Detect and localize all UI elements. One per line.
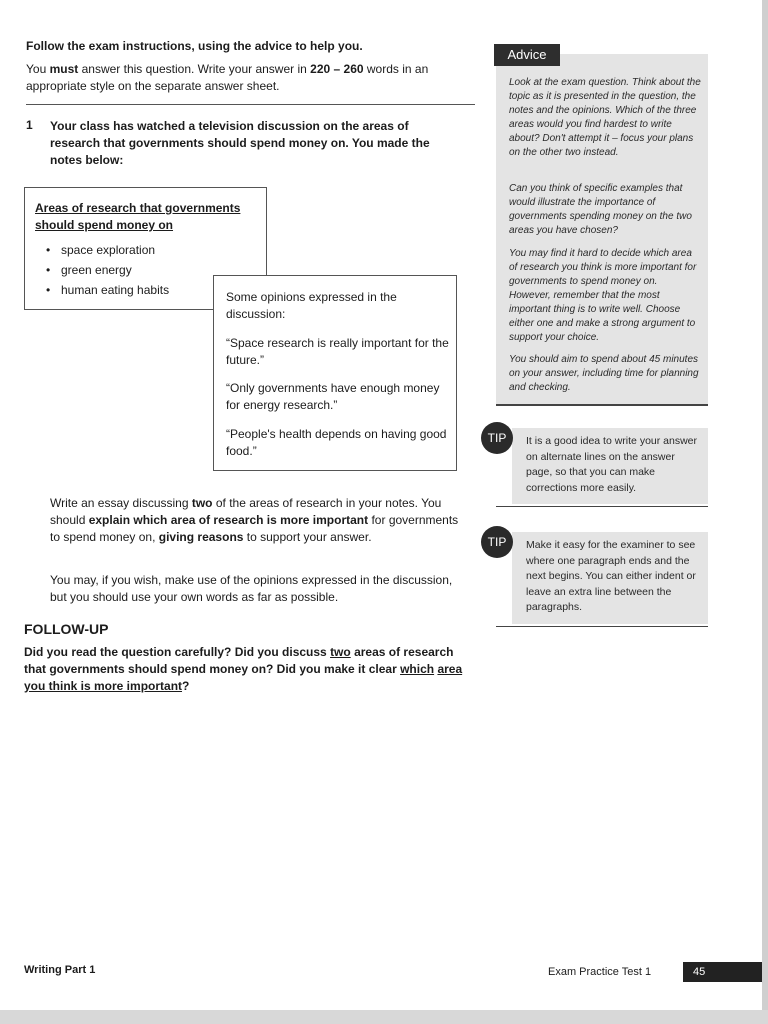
question-text: Your class has watched a television discussion on the areas of research that governments should spend money on. You made the notes below: [50, 119, 430, 167]
tip-badge: TIP [481, 422, 513, 454]
follow-up-part: areas of research that governments should spend money on? Did you make it clear [24, 645, 454, 676]
follow-up-underline: area you think is more important [24, 662, 463, 693]
task-emphasis: giving reasons [158, 530, 244, 544]
tip-panel [512, 532, 708, 624]
tip-badge: TIP [481, 526, 513, 558]
advice-paragraph: Can you think of specific examples that would illustrate the importance of governments spending money on the two areas you have chosen? [509, 183, 692, 236]
task-text-part: Write an essay discussing [50, 496, 192, 510]
task-text-part: for governments to spend money on, [50, 513, 459, 544]
divider [496, 626, 708, 627]
advice-panel [496, 54, 708, 404]
advice-paragraph: You may find it hard to decide which area of research you think is more important for governments to spend money on. However, remember that the most important thing is to write well. Choose either one and make a strong argument to support your choice. [509, 248, 697, 343]
task-emphasis: explain which area of research is more important [88, 513, 369, 527]
follow-up-underline: which [400, 662, 435, 676]
page-number: 45 [683, 962, 762, 982]
instructions-word-count: 220 – 260 [310, 62, 364, 76]
question-number: 1 [26, 118, 33, 132]
notes-item: • green energy [39, 260, 169, 280]
instructions-text-part: words in an appropriate style on the separate answer sheet. [26, 62, 429, 93]
instructions-text-part: You [26, 62, 50, 76]
opinion-quote: “Only governments have enough money for energy research.” [226, 381, 440, 412]
follow-up-part: ? [182, 679, 190, 693]
advice-paragraph: You should aim to spend about 45 minutes on your answer, including time for planning and checking. [509, 354, 699, 393]
instructions-heading: Follow the exam instructions, using the advice to help you. [26, 39, 363, 53]
divider [26, 104, 475, 105]
notes-list [39, 240, 169, 300]
advice-label: Advice [494, 44, 560, 66]
instructions-text-part: answer this question. Write your answer in [78, 62, 311, 76]
tip-panel [512, 428, 708, 504]
notes-item: • space exploration [39, 240, 169, 260]
opinions-intro: Some opinions expressed in the discussion: [226, 290, 397, 321]
follow-up-underline: two [330, 645, 351, 659]
divider [496, 506, 708, 507]
task-text-part: of the areas of research in your notes. You should [50, 496, 442, 527]
task-text-part: to support your answer. [243, 530, 372, 544]
advice-paragraph: Look at the exam question. Think about the topic as it is presented in the question, the notes and the opinions. Which of the three areas would you find hardest to write about? Don't attempt it – focus your plans on the other two instead. [509, 77, 701, 158]
task-paragraph [50, 495, 460, 546]
opinions-box [213, 275, 457, 471]
task-paragraph-opinions: You may, if you wish, make use of the opinions expressed in the discussion, but you should use your own words as far as possible. [50, 573, 453, 604]
task-emphasis: two [191, 496, 213, 510]
notes-item: • human eating habits [39, 280, 169, 300]
tip-text: Make it easy for the examiner to see where one paragraph ends and the next begins. You can either indent or leave an extra line between the paragraphs. [526, 539, 696, 613]
follow-up-text [24, 644, 464, 695]
notes-title: Areas of research that governments should spend money on [35, 201, 241, 232]
footer-section: Writing Part 1 [24, 964, 96, 976]
instructions-text [26, 61, 470, 95]
divider [496, 404, 708, 406]
opinion-quote: “Space research is really important for the future.” [226, 336, 449, 367]
page-edge [762, 0, 768, 1024]
follow-up-part: Did you read the question carefully? Did you discuss [24, 645, 331, 659]
instructions-must: must [49, 62, 79, 76]
opinion-quote: “People's health depends on having good food.” [226, 427, 447, 458]
page-bottom-edge [0, 1010, 768, 1024]
footer-test-title: Exam Practice Test 1 [548, 966, 652, 978]
follow-up-title: FOLLOW-UP [24, 621, 109, 637]
tip-text: It is a good idea to write your answer on alternate lines on the answer page, so that you can make corrections more easily. [526, 435, 698, 494]
